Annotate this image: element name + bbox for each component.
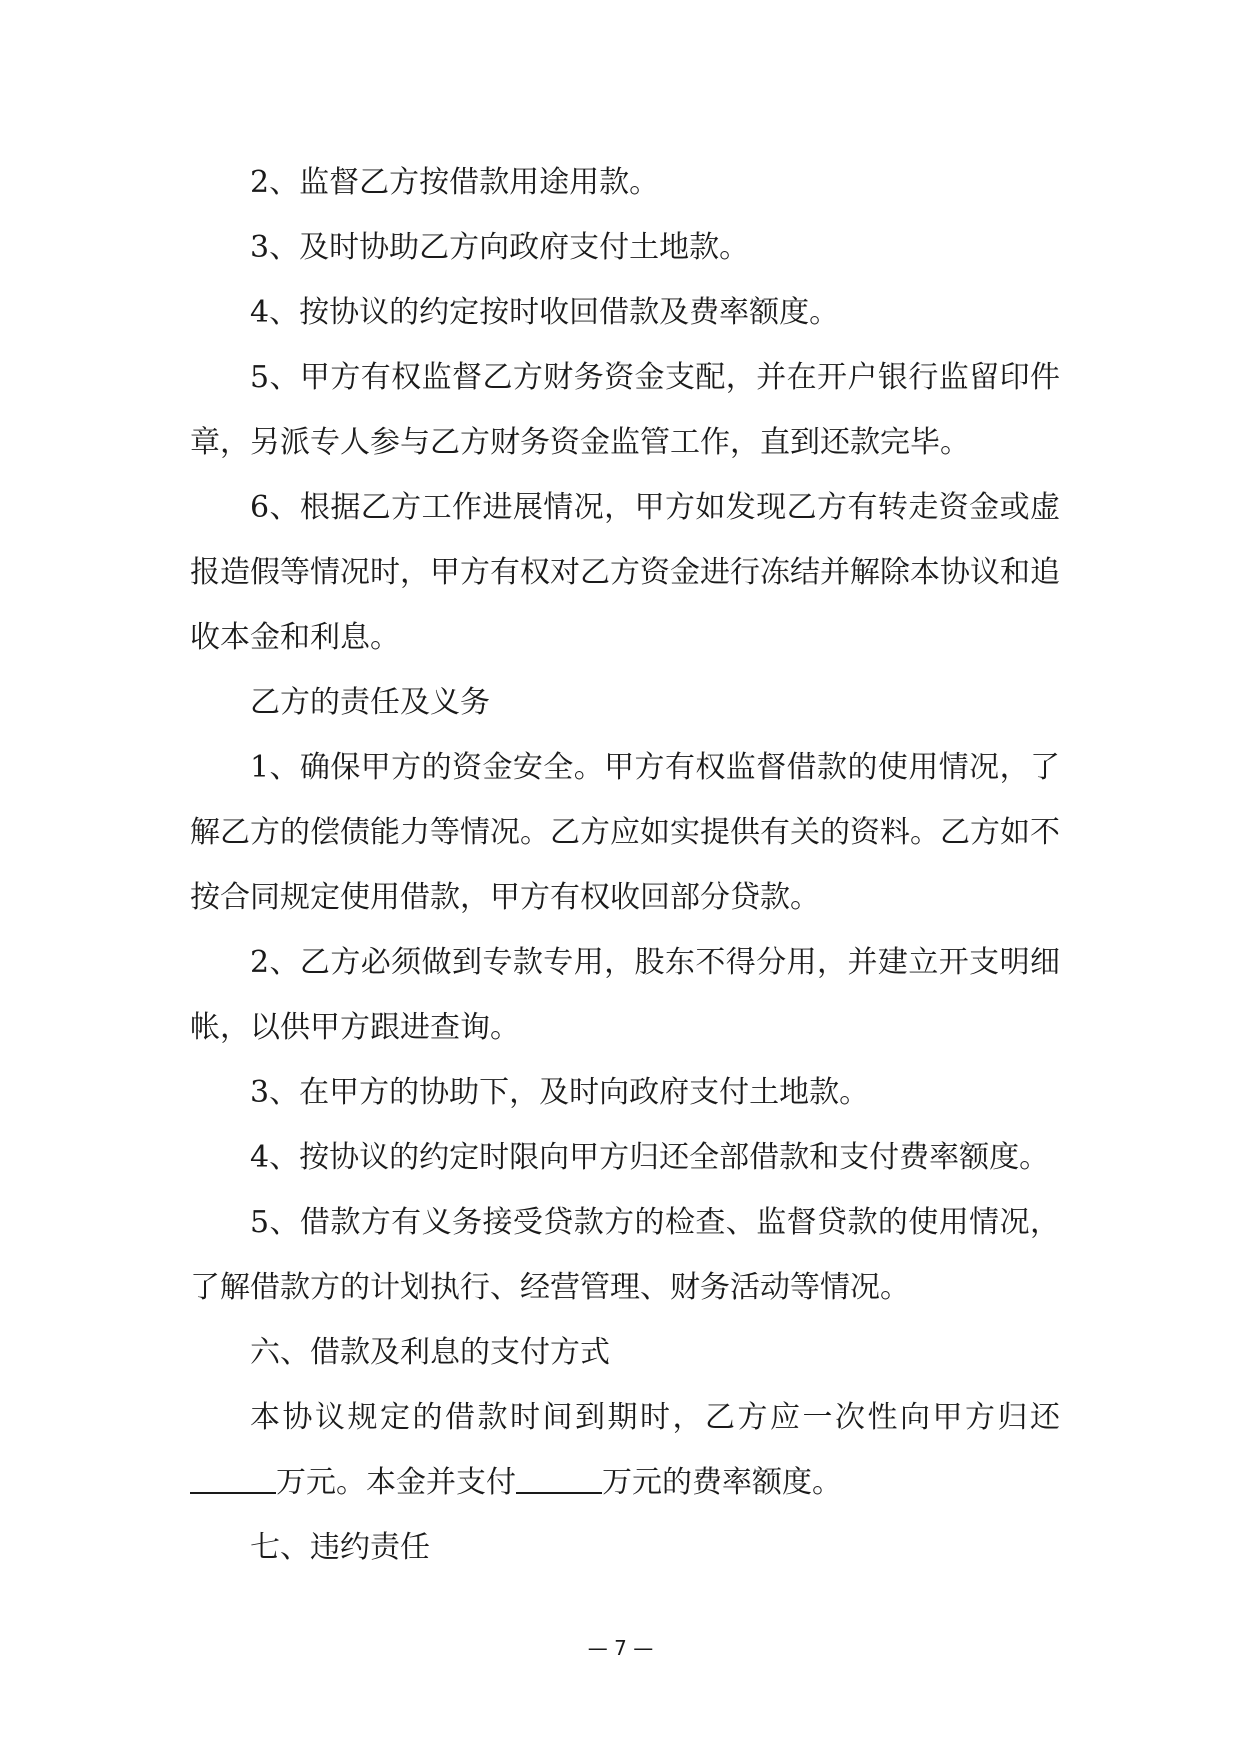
section-heading: 七、违约责任 <box>250 1530 430 1565</box>
page-number: — 7 — <box>587 1636 654 1660</box>
repayment-text-1: 本协议规定的借款时间到期时，乙方应一次性向甲方归还 <box>250 1400 1060 1435</box>
repayment-text-3: 万元的费率额度。 <box>602 1465 842 1500</box>
paragraph: 3、及时协助乙方向政府支付土地款。 <box>250 230 750 265</box>
paragraph: 6、根据乙方工作进展情况，甲方如发现乙方有转走资金或虚报造假等情况时，甲方有权对乙方资金进行冻结并解除本协议和追收本金和利息。 <box>190 490 1060 655</box>
paragraph: 4、按协议的约定按时收回借款及费率额度。 <box>250 295 840 330</box>
paragraph: 1、确保甲方的资金安全。甲方有权监督借款的使用情况，了解乙方的偿债能力等情况。乙方应如实提供有关的资料。乙方如不按合同规定使用借款，甲方有权收回部分贷款。 <box>190 750 1060 915</box>
paragraph: 2、监督乙方按借款用途用款。 <box>250 165 660 200</box>
paragraph: 3、在甲方的协助下，及时向政府支付土地款。 <box>250 1075 870 1110</box>
paragraph: 4、按协议的约定时限向甲方归还全部借款和支付费率额度。 <box>250 1140 1050 1175</box>
paragraph: 5、甲方有权监督乙方财务资金支配，并在开户银行监留印件章，另派专人参与乙方财务资金监管工作，直到还款完毕。 <box>190 360 1060 460</box>
paragraph: 5、借款方有义务接受贷款方的检查、监督贷款的使用情况，了解借款方的计划执行、经营管理、财务活动等情况。 <box>190 1205 1060 1305</box>
repayment-paragraph <box>190 1385 1060 1515</box>
amount-blank-fee <box>516 1464 602 1494</box>
section-heading: 六、借款及利息的支付方式 <box>250 1335 610 1370</box>
amount-blank-principal <box>190 1464 276 1494</box>
section-heading: 乙方的责任及义务 <box>250 685 490 720</box>
document-body <box>190 150 1060 1580</box>
repayment-text-2: 万元。本金并支付 <box>276 1465 516 1500</box>
paragraph: 2、乙方必须做到专款专用，股东不得分用，并建立开支明细帐，以供甲方跟进查询。 <box>190 945 1060 1045</box>
